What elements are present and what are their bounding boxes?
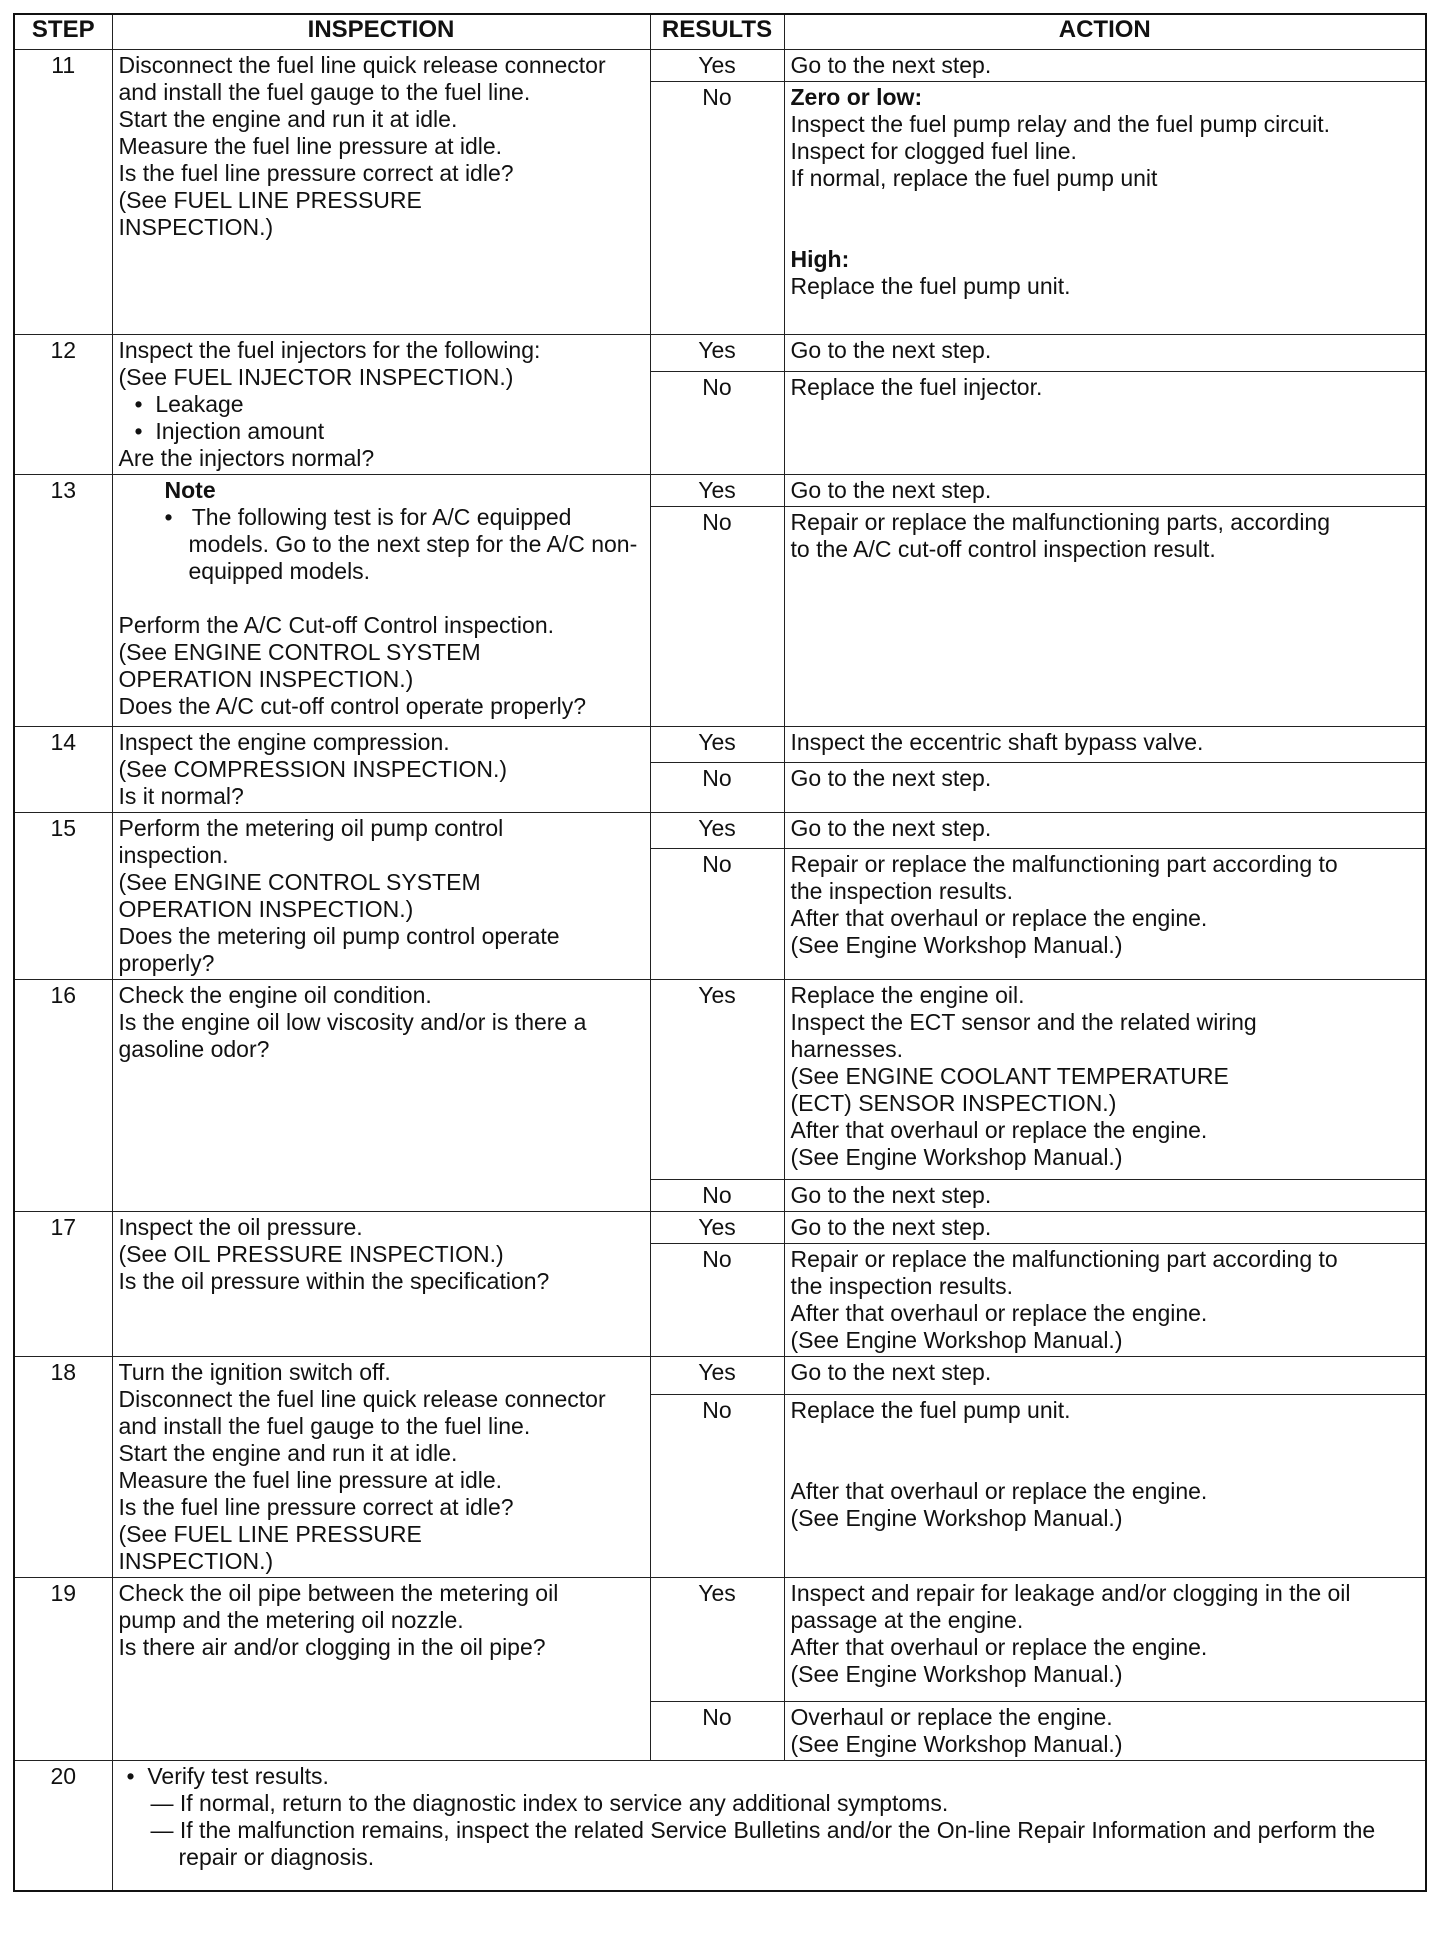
action-line: Inspect the ECT sensor and the related wiring — [790, 1009, 1257, 1035]
action-line: Inspect for clogged fuel line. — [790, 138, 1077, 164]
action-line: Repair or replace the malfunctioning part according to — [790, 851, 1338, 878]
action-line: Go to the next step. — [790, 764, 992, 791]
action-cell — [784, 849, 1426, 980]
action-line: harnesses. — [790, 1036, 904, 1062]
action-line: (See Engine Workshop Manual.) — [790, 1504, 1123, 1531]
action-line: If normal, replace the fuel pump unit — [790, 165, 1158, 191]
action-line: After that overhaul or replace the engine. — [790, 905, 1208, 932]
action-line: (See ENGINE COOLANT TEMPERATURE — [790, 1063, 1229, 1089]
bullet-text: Verify test results. — [147, 1763, 329, 1789]
bullet-text: Leakage — [155, 391, 244, 417]
result-yes: Yes — [650, 1212, 784, 1244]
action-cell — [784, 82, 1426, 335]
bullet-dot: • — [164, 504, 192, 530]
action-cell — [784, 1212, 1426, 1244]
action-line: Go to the next step. — [790, 52, 992, 78]
inspection-line: (See FUEL INJECTOR INSPECTION.) — [118, 364, 514, 390]
spacer — [791, 1451, 1420, 1478]
note-title: Note — [164, 477, 216, 503]
result-no: No — [650, 1702, 784, 1761]
action-line: (See Engine Workshop Manual.) — [790, 932, 1123, 959]
action-line: (See Engine Workshop Manual.) — [790, 1661, 1123, 1687]
inspection-line: inspection. — [118, 842, 229, 868]
inspection-line: (See ENGINE CONTROL SYSTEM — [118, 639, 481, 665]
action-cell — [784, 980, 1426, 1180]
result-no: No — [650, 1244, 784, 1357]
inspection-line: Disconnect the fuel line quick release connector — [118, 1386, 606, 1412]
action-line: After that overhaul or replace the engine. — [790, 1634, 1208, 1660]
inspection-line: Does the A/C cut-off control operate properly? — [118, 693, 587, 719]
action-line: Go to the next step. — [790, 815, 992, 841]
step-number: 14 — [14, 727, 112, 813]
result-yes: Yes — [650, 50, 784, 82]
note-text: The following test is for A/C equipped models. Go to the next step for the A/C non-equipped models. — [188, 504, 638, 584]
action-line: Inspect the fuel pump relay and the fuel pump circuit. — [790, 111, 1331, 137]
action-heading: High: — [790, 246, 850, 272]
inspection-line: gasoline odor? — [118, 1036, 270, 1062]
bullet-item — [119, 1763, 1420, 1790]
table-row-step-14 — [14, 727, 1426, 763]
inspection-line: and install the fuel gauge to the fuel line. — [118, 79, 531, 105]
result-no: No — [650, 507, 784, 727]
inspection-line: Inspect the oil pressure. — [118, 1214, 363, 1240]
action-line: (ECT) SENSOR INSPECTION.) — [790, 1090, 1117, 1116]
step-number: 13 — [14, 475, 112, 727]
action-cell — [784, 813, 1426, 849]
inspection-line: Perform the metering oil pump control — [118, 815, 504, 841]
inspection-cell — [112, 1578, 650, 1761]
table-row-step-18 — [14, 1357, 1426, 1395]
inspection-line: (See OIL PRESSURE INSPECTION.) — [118, 1241, 504, 1267]
step-number: 12 — [14, 335, 112, 475]
inspection-line: OPERATION INSPECTION.) — [118, 896, 414, 922]
step-number: 11 — [14, 50, 112, 335]
table-row-step-12 — [14, 335, 1426, 372]
inspection-line: Is the engine oil low viscosity and/or is there a — [118, 1009, 587, 1035]
action-line: passage at the engine. — [790, 1607, 1024, 1633]
table-row-step-20 — [14, 1761, 1426, 1891]
inspection-line: Perform the A/C Cut-off Control inspection. — [118, 612, 554, 638]
dash-text: If the malfunction remains, inspect the related Service Bulletins and/or the On-line Repair Information and perform the repair or diagnosis. — [178, 1817, 1376, 1870]
inspection-cell — [112, 980, 650, 1212]
inspection-line: Start the engine and run it at idle. — [118, 1440, 458, 1466]
dash-mark: — — [150, 1817, 180, 1843]
action-cell — [784, 727, 1426, 763]
action-line: Go to the next step. — [790, 477, 992, 503]
inspection-line: (See ENGINE CONTROL SYSTEM — [118, 869, 481, 895]
bullet-dot: • — [134, 418, 156, 444]
inspection-cell — [112, 50, 650, 335]
action-cell — [784, 1394, 1426, 1577]
table-header-row — [14, 14, 1426, 50]
spacer — [119, 585, 644, 612]
inspection-line: pump and the metering oil nozzle. — [118, 1607, 464, 1633]
inspection-line: Start the engine and run it at idle. — [118, 106, 458, 132]
inspection-line: Does the metering oil pump control operate — [118, 923, 560, 949]
inspection-line: Measure the fuel line pressure at idle. — [118, 1467, 503, 1493]
header-results: RESULTS — [650, 14, 784, 50]
inspection-line: Inspect the engine compression. — [118, 729, 450, 755]
action-line: the inspection results. — [790, 878, 1013, 905]
step-number: 20 — [14, 1761, 112, 1891]
result-yes: Yes — [650, 1357, 784, 1395]
bullet-item — [119, 391, 644, 418]
action-line: Replace the fuel pump unit. — [790, 1396, 1071, 1423]
action-cell — [784, 475, 1426, 507]
inspection-line: (See FUEL LINE PRESSURE — [118, 187, 422, 213]
table-row-step-19 — [14, 1578, 1426, 1702]
table-row-step-16 — [14, 980, 1426, 1180]
action-line: (See Engine Workshop Manual.) — [790, 1731, 1123, 1757]
action-line: Go to the next step. — [790, 337, 992, 363]
diagnostic-table — [13, 13, 1427, 1892]
bullet-dot: • — [134, 391, 156, 417]
action-line: After that overhaul or replace the engine. — [790, 1477, 1208, 1504]
step-number: 17 — [14, 1212, 112, 1357]
result-yes: Yes — [650, 335, 784, 372]
action-cell — [784, 762, 1426, 812]
bullet-dot: • — [126, 1763, 148, 1789]
inspection-line: Check the oil pipe between the metering oil — [118, 1580, 559, 1606]
inspection-line: Is the oil pressure within the specification? — [118, 1268, 550, 1294]
inspection-line: and install the fuel gauge to the fuel line. — [118, 1413, 531, 1439]
dash-item — [119, 1817, 1420, 1871]
action-cell — [784, 50, 1426, 82]
action-line: Go to the next step. — [790, 1214, 992, 1240]
action-line: the inspection results. — [790, 1273, 1013, 1299]
inspection-line: Disconnect the fuel line quick release connector — [118, 52, 606, 78]
inspection-line: INSPECTION.) — [118, 214, 274, 240]
inspection-cell — [112, 475, 650, 727]
result-yes: Yes — [650, 813, 784, 849]
table-row-step-15 — [14, 813, 1426, 849]
action-line: Replace the fuel injector. — [790, 373, 1043, 400]
action-cell — [784, 1357, 1426, 1395]
inspection-line: Is there air and/or clogging in the oil pipe? — [118, 1634, 546, 1660]
step-number: 19 — [14, 1578, 112, 1761]
inspection-line: Are the injectors normal? — [118, 445, 375, 471]
action-cell — [784, 371, 1426, 474]
action-line: Replace the fuel pump unit. — [790, 273, 1071, 299]
action-line: Inspect and repair for leakage and/or clogging in the oil — [790, 1580, 1351, 1606]
inspection-line: (See FUEL LINE PRESSURE — [118, 1521, 422, 1547]
action-cell — [784, 1578, 1426, 1702]
bullet-text: Injection amount — [155, 418, 325, 444]
inspection-line: Turn the ignition switch off. — [118, 1359, 391, 1385]
dash-item — [119, 1790, 1420, 1817]
dash-mark: — — [150, 1790, 180, 1816]
header-action: ACTION — [784, 14, 1426, 50]
action-line: After that overhaul or replace the engine. — [790, 1117, 1208, 1143]
inspection-line: Is the fuel line pressure correct at idle? — [118, 1494, 514, 1520]
final-instructions — [112, 1761, 1426, 1891]
inspection-line: INSPECTION.) — [118, 1548, 274, 1574]
spacer — [791, 1424, 1420, 1451]
result-no: No — [650, 1180, 784, 1212]
spacer — [791, 192, 1420, 219]
step-number: 16 — [14, 980, 112, 1212]
table-row-step-13 — [14, 475, 1426, 507]
inspection-line: Measure the fuel line pressure at idle. — [118, 133, 503, 159]
action-line: After that overhaul or replace the engine. — [790, 1300, 1208, 1326]
note-item — [119, 504, 644, 585]
action-line: (See Engine Workshop Manual.) — [790, 1144, 1123, 1170]
header-step: STEP — [14, 14, 112, 50]
action-cell — [784, 1702, 1426, 1761]
result-yes: Yes — [650, 727, 784, 763]
inspection-cell — [112, 727, 650, 813]
result-no: No — [650, 1394, 784, 1577]
inspection-line: Inspect the fuel injectors for the following: — [118, 337, 541, 363]
result-yes: Yes — [650, 980, 784, 1180]
dash-text: If normal, return to the diagnostic index to service any additional symptoms. — [179, 1790, 949, 1816]
result-no: No — [650, 371, 784, 474]
action-line: Overhaul or replace the engine. — [790, 1704, 1113, 1730]
action-cell — [784, 1180, 1426, 1212]
action-line: Replace the engine oil. — [790, 982, 1025, 1008]
inspection-line: (See COMPRESSION INSPECTION.) — [118, 756, 508, 782]
step-number: 15 — [14, 813, 112, 980]
inspection-cell — [112, 335, 650, 475]
bullet-item — [119, 418, 644, 445]
result-yes: Yes — [650, 1578, 784, 1702]
table-row-step-11 — [14, 50, 1426, 82]
action-line: (See Engine Workshop Manual.) — [790, 1327, 1123, 1353]
result-no: No — [650, 762, 784, 812]
action-heading: Zero or low: — [790, 84, 923, 110]
result-no: No — [650, 82, 784, 335]
action-line: Go to the next step. — [790, 1359, 992, 1385]
step-number: 18 — [14, 1357, 112, 1578]
result-no: No — [650, 849, 784, 980]
action-line: Repair or replace the malfunctioning part according to — [790, 1246, 1338, 1272]
header-inspection: INSPECTION — [112, 14, 650, 50]
inspection-line: properly? — [118, 950, 215, 976]
inspection-line: OPERATION INSPECTION.) — [118, 666, 414, 692]
action-cell — [784, 335, 1426, 372]
action-line: Repair or replace the malfunctioning parts, according — [790, 509, 1331, 535]
spacer — [791, 219, 1420, 246]
action-line: Inspect the eccentric shaft bypass valve. — [790, 729, 1204, 755]
action-cell — [784, 1244, 1426, 1357]
inspection-cell — [112, 1212, 650, 1357]
inspection-line: Is it normal? — [118, 783, 244, 809]
action-cell — [784, 507, 1426, 727]
result-yes: Yes — [650, 475, 784, 507]
inspection-line: Check the engine oil condition. — [118, 982, 432, 1008]
inspection-cell — [112, 1357, 650, 1578]
table-row-step-17 — [14, 1212, 1426, 1244]
action-line: to the A/C cut-off control inspection result. — [790, 536, 1216, 562]
action-line: Go to the next step. — [790, 1182, 992, 1208]
inspection-cell — [112, 813, 650, 980]
inspection-line: Is the fuel line pressure correct at idle? — [118, 160, 514, 186]
